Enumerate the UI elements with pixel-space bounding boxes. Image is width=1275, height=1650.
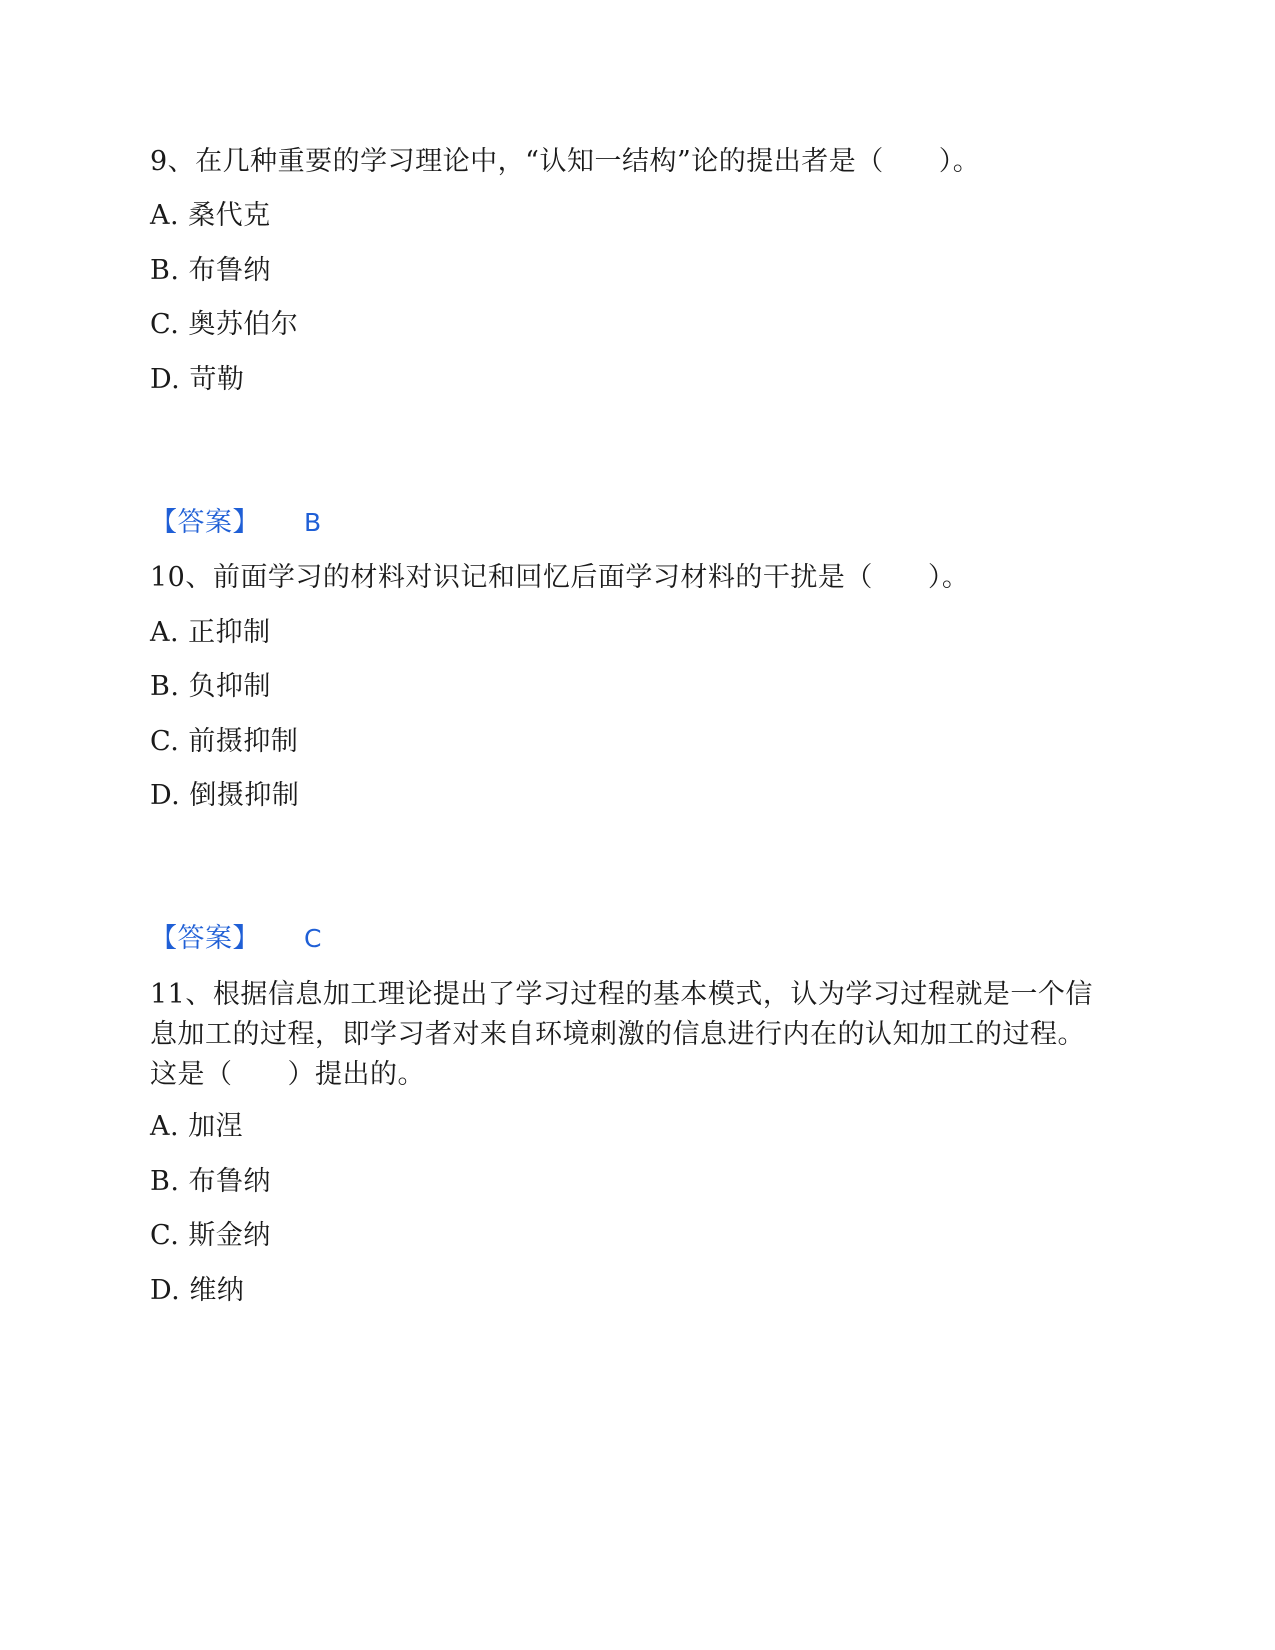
question-10-stem: 10、前面学习的材料对识记和回忆后面学习材料的干扰是（ ）。 [150, 562, 970, 593]
question-9-answer [150, 503, 322, 543]
question-10-option-b: B. 负抑制 [150, 671, 272, 702]
question-10-option-a: A. 正抑制 [150, 617, 271, 648]
answer-value: C [304, 924, 322, 953]
question-10-option-c: C. 前摄抑制 [150, 726, 299, 757]
question-11-option-a: A. 加涅 [150, 1111, 244, 1142]
question-9-option-c: C. 奥苏伯尔 [150, 309, 299, 340]
question-10-answer [150, 919, 322, 959]
question-9-stem: 9、在几种重要的学习理论中，“认知一结构”论的提出者是（ ）。 [150, 146, 981, 177]
question-11-option-c: C. 斯金纳 [150, 1220, 271, 1251]
question-10-option-d: D. 倒摄抑制 [150, 780, 300, 811]
answer-value: B [304, 508, 322, 537]
question-9-option-a: A. 桑代克 [150, 200, 271, 231]
question-9-option-d: D. 苛勒 [150, 364, 245, 395]
question-11-option-d: D. 维纳 [150, 1275, 245, 1306]
question-9-option-b: B. 布鲁纳 [150, 255, 272, 286]
question-11-option-b: B. 布鲁纳 [150, 1166, 272, 1197]
question-11-stem: 11、根据信息加工理论提出了学习过程的基本模式，认为学习过程就是一个信息加工的过程，即学习者对来自环境刺激的信息进行内在的认知加工的过程。这是（ ）提出的。 [150, 979, 1093, 1090]
answer-label: 【答案】 [150, 923, 260, 954]
answer-label: 【答案】 [150, 507, 260, 538]
